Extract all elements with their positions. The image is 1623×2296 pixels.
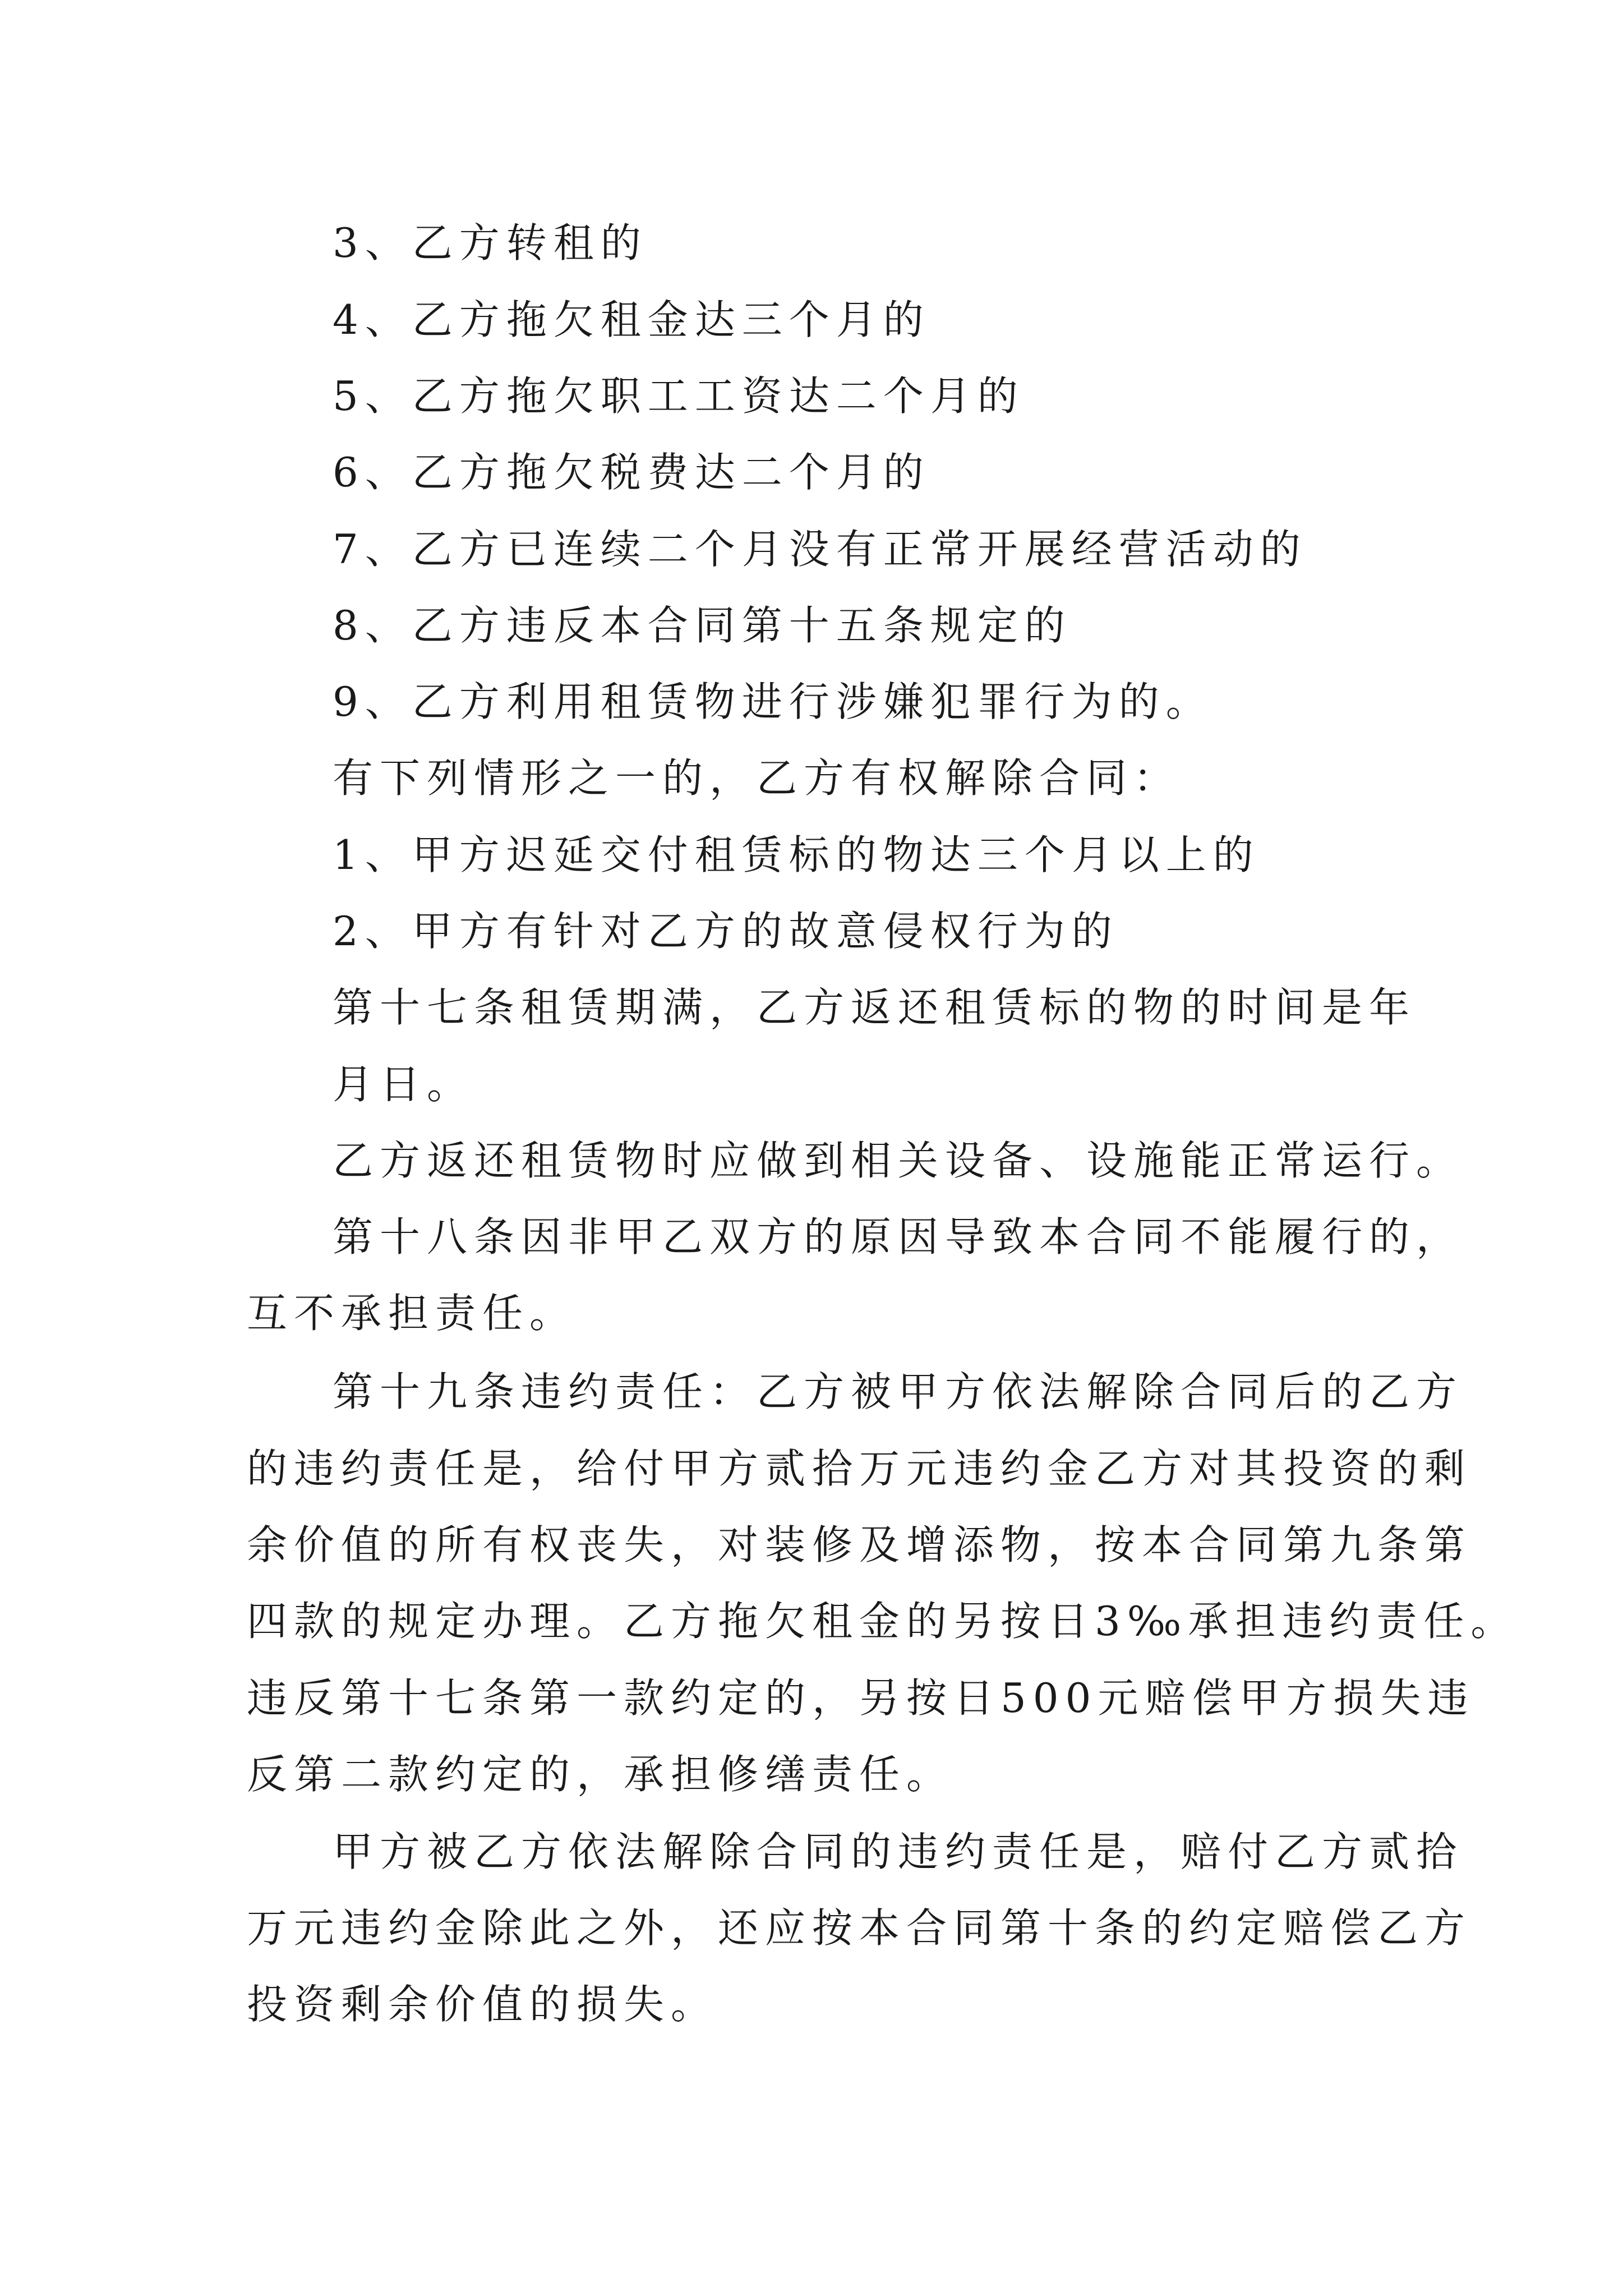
text-line: 投资剩余价值的损失。 <box>247 1981 718 2028</box>
text-line: 3、乙方转租的 <box>333 219 648 266</box>
text-line: 万元违约金除此之外，还应按本合同第十条的约定赔偿乙方 <box>247 1904 1472 1952</box>
text-line: 5、乙方拖欠职工工资达二个月的 <box>333 372 1025 420</box>
text-line: 7、乙方已连续二个月没有正常开展经营活动的 <box>333 526 1307 573</box>
text-line: 第十七条租赁期满，乙方返还租赁标的物的时间是年 <box>333 984 1417 1031</box>
text-line: 4、乙方拖欠租金达三个月的 <box>333 296 930 343</box>
text-line: 四款的规定办理。乙方拖欠租金的另按日3‰承担违约责任。 <box>247 1598 1518 1645</box>
text-line: 第十九条违约责任：乙方被甲方依法解除合同后的乙方 <box>333 1368 1464 1415</box>
text-line: 的违约责任是，给付甲方贰拾万元违约金乙方对其投资的剩 <box>247 1445 1472 1492</box>
text-line: 月日。 <box>333 1061 474 1108</box>
text-line: 9、乙方利用租赁物进行涉嫌犯罪行为的。 <box>333 678 1213 725</box>
text-line: 互不承担责任。 <box>247 1290 577 1337</box>
text-line: 反第二款约定的，承担修缮责任。 <box>247 1751 954 1798</box>
text-line: 乙方返还租赁物时应做到相关设备、设施能正常运行。 <box>333 1137 1464 1184</box>
text-line: 违反第十七条第一款约定的，另按日500元赔偿甲方损失违 <box>247 1674 1475 1722</box>
text-line: 8、乙方违反本合同第十五条规定的 <box>333 602 1072 649</box>
text-line: 6、乙方拖欠税费达二个月的 <box>333 449 930 496</box>
text-line: 甲方被乙方依法解除合同的违约责任是，赔付乙方贰拾 <box>333 1828 1464 1875</box>
text-line: 余价值的所有权丧失，对装修及增添物，按本合同第九条第 <box>247 1521 1472 1568</box>
text-line: 1、甲方迟延交付租赁标的物达三个月以上的 <box>333 831 1260 878</box>
text-line: 第十八条因非甲乙双方的原因导致本合同不能履行的， <box>333 1213 1464 1260</box>
text-line: 有下列情形之一的，乙方有权解除合同： <box>333 754 1181 802</box>
text-line: 2、甲方有针对乙方的故意侵权行为的 <box>333 908 1119 955</box>
